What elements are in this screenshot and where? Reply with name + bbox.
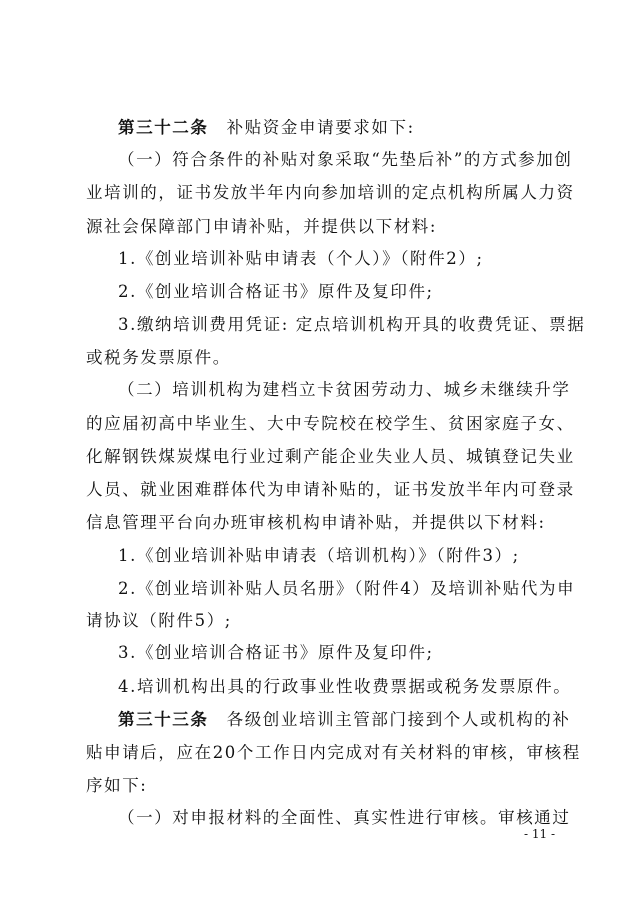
article-33-subsection-1: （一）对申报材料的全面性、真实性进行审核。审核通过: [118, 808, 571, 827]
organization-list-item-4: 4.培训机构出具的行政事业性收费票据或税务发票原件。: [118, 677, 572, 696]
paragraph-two-line-3: 化解钢铁煤炭煤电行业过剩产能企业失业人员、城镇登记失业: [86, 447, 575, 466]
paragraph-two-line-2: 的应届初高中毕业生、大中专院校在校学生、贫困家庭子女、: [86, 414, 575, 433]
paragraph-line-3: 业培训的，证书发放半年内向参加培训的定点机构所属人力资: [86, 183, 575, 202]
paragraph-two-line-4: 人员、就业困难群体代为申请补贴的，证书发放半年内可登录: [86, 480, 575, 499]
article-33-heading: [118, 708, 588, 732]
paragraph-line-4: 源社会保障部门申请补贴，并提供以下材料:: [86, 217, 438, 236]
article-32-text: 补贴资金申请要求如下:: [208, 118, 415, 137]
list-item-2: 2.《创业培训合格证书》原件及复印件;: [118, 282, 434, 301]
organization-list-item-3: 3.《创业培训合格证书》原件及复印件;: [118, 643, 434, 662]
article-33-line-2: 贴申请后，应在20个工作日内完成对有关材料的审核，审核程: [86, 743, 581, 762]
organization-list-item-2: 2.《创业培训补贴人员名册》（附件4）及培训补贴代为申: [118, 579, 576, 598]
list-item-1: 1.《创业培训补贴申请表（个人）》（附件2）;: [118, 249, 484, 268]
article-33-label: 第三十三条: [118, 710, 209, 729]
article-32-heading: [118, 116, 588, 140]
paragraph-two-line-1: （二）培训机构为建档立卡贫困劳动力、城乡未继续升学: [118, 380, 571, 399]
article-33-line-3: 序如下:: [86, 776, 148, 795]
paragraph-two-line-5: 信息管理平台向办班审核机构申请补贴，并提供以下材料:: [86, 513, 546, 532]
article-33-text: 各级创业培训主管部门接到个人或机构的补: [208, 710, 571, 729]
organization-list-item-2-continuation: 请协议（附件5）;: [86, 611, 232, 630]
list-item-3: 3.缴纳培训费用凭证: 定点培训机构开具的收费凭证、票据: [118, 315, 586, 334]
page-number: - 11 -: [523, 827, 555, 841]
organization-list-item-1: 1.《创业培训补贴申请表（培训机构）》（附件3）;: [118, 546, 520, 565]
paragraph-line-2: （一）符合条件的补贴对象采取“先垫后补”的方式参加创: [118, 150, 573, 169]
list-item-3-continuation: 或税务发票原件。: [86, 348, 231, 367]
article-32-label: 第三十二条: [118, 118, 209, 137]
